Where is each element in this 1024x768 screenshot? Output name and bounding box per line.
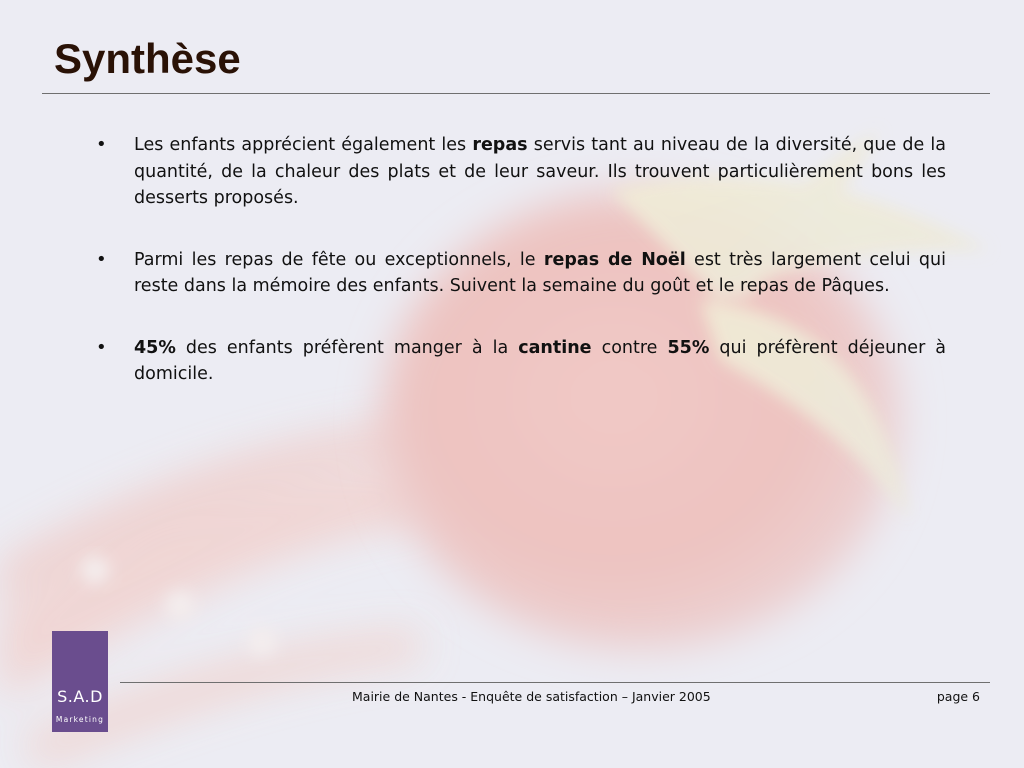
bold-text-run: repas de Noël: [543, 249, 686, 270]
bullet-point-icon: •: [96, 336, 107, 358]
bold-text-run: 45%: [134, 337, 176, 358]
text-run: Les enfants apprécient également les: [134, 135, 473, 155]
footer-divider: [120, 682, 990, 683]
text-run: Parmi les repas de fête ou exceptionnels, le: [134, 249, 544, 270]
bold-text-run: cantine: [518, 337, 592, 358]
text-run: qui préfèrent déjeuner à domicile.: [134, 337, 947, 384]
bullet-point-icon: •: [96, 248, 107, 270]
sad-marketing-logo: [52, 631, 108, 732]
bold-text-run: repas: [472, 135, 528, 155]
page-number: page 6: [936, 689, 980, 704]
slide-title: Synthèse: [54, 35, 241, 82]
bullet-item: [96, 132, 946, 212]
bullet-list: [96, 132, 946, 423]
text-run: servis tant au niveau de la diversité, que de la quantité, de la chaleur des plats et de leur saveur. Ils trouvent particulièrement bons les desserts proposés.: [134, 135, 946, 208]
text-run: des enfants préfèrent manger à la: [175, 337, 519, 358]
footer-caption: Mairie de Nantes - Enquête de satisfaction – Janvier 2005: [352, 689, 711, 704]
text-run: est très largement celui qui reste dans la mémoire des enfants. Suivent la semaine du goût et le repas de Pâques.: [134, 249, 946, 296]
bold-text-run: 55%: [667, 337, 710, 358]
bullet-item: [96, 247, 946, 300]
bullet-point-icon: •: [96, 134, 107, 155]
text-run: contre: [591, 337, 668, 358]
logo-sub-text: Marketing: [55, 715, 105, 724]
title-divider: [42, 93, 990, 94]
logo-main-text: S.A.D: [57, 687, 103, 706]
bullet-item: [96, 335, 946, 388]
